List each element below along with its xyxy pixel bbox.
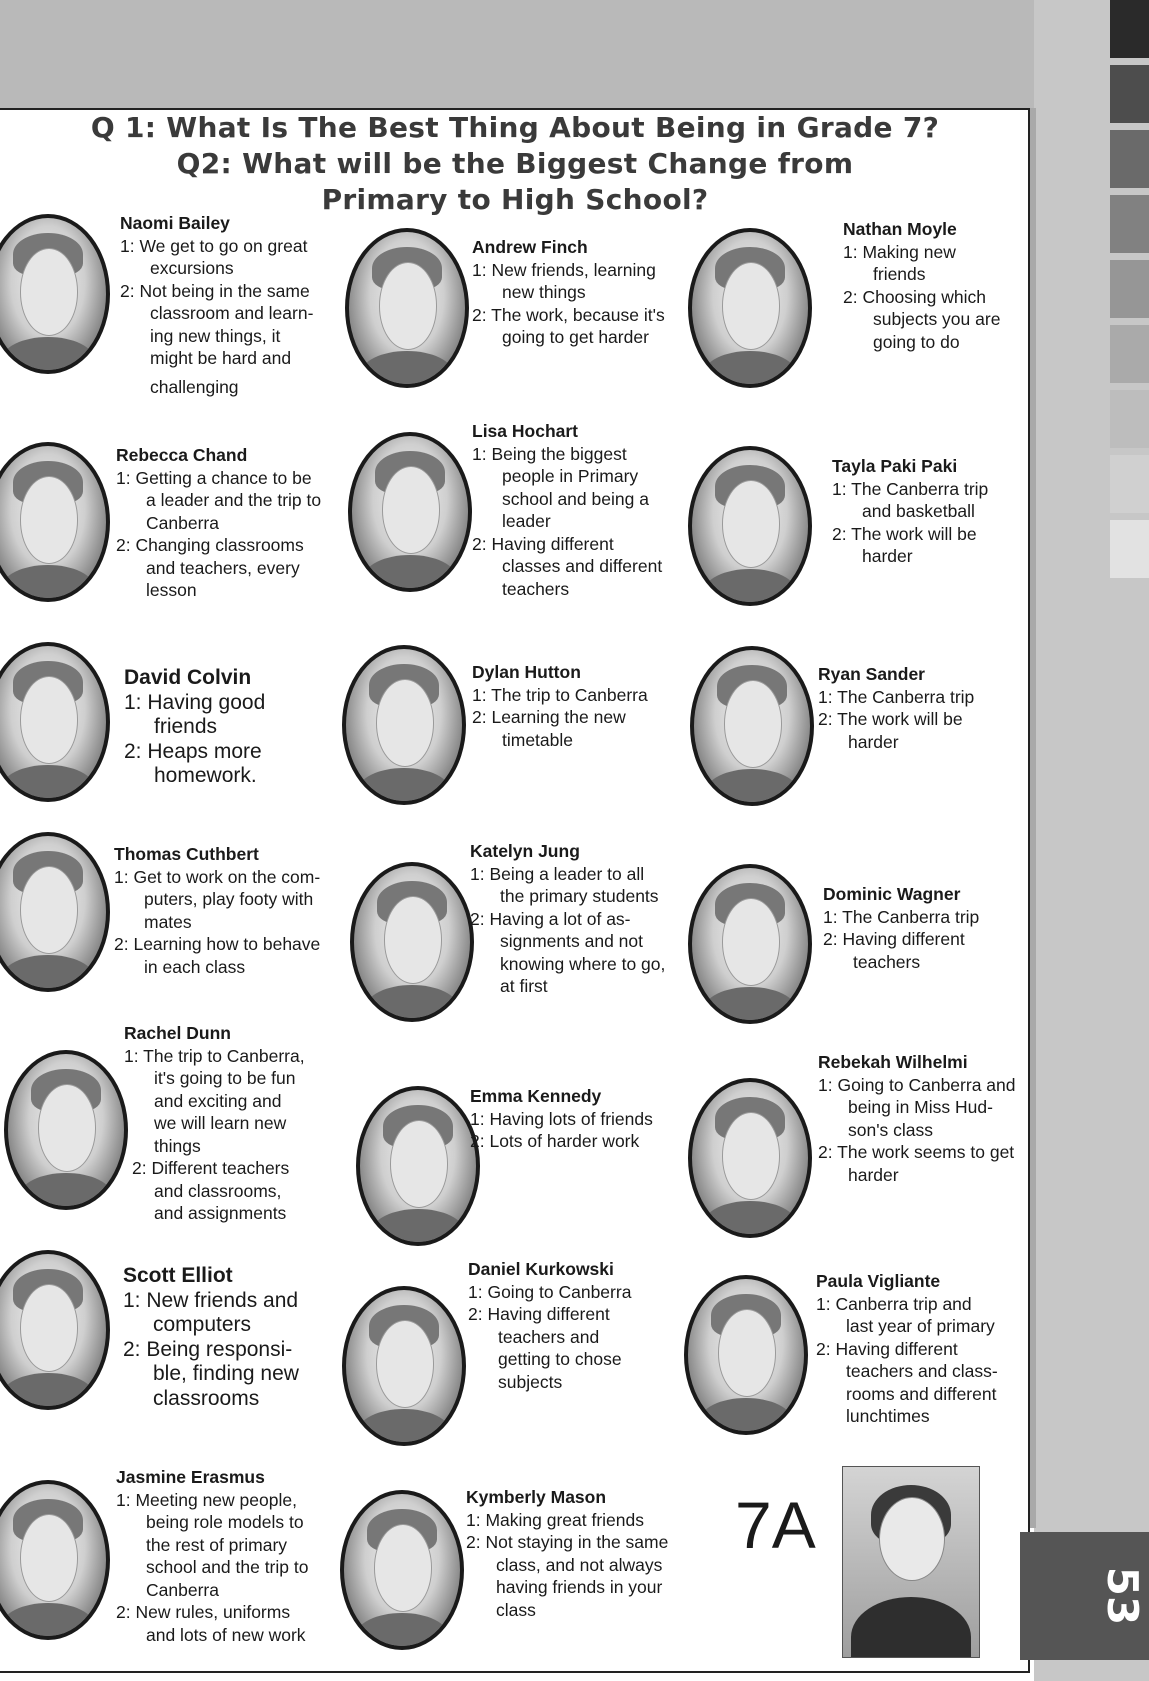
student-entry-lisa [472,420,662,600]
student-name: Lisa Hochart [472,421,578,441]
student-entry-jasmine [116,1466,308,1646]
answer-line: being in Miss Hud- [848,1097,993,1117]
student-name: Rebecca Chand [116,445,248,465]
answer-line: 1: Having good [124,690,266,714]
answer-line: 2: Having different [468,1304,610,1324]
answer-line: harder [862,546,913,566]
answer-line: 1: The Canberra trip [832,478,989,499]
answer-line: going to get harder [502,327,649,347]
answer-line: classrooms [153,1386,260,1410]
student-entry-rebekah [818,1051,1016,1186]
answer-line: 2: The work seems to get [818,1142,1015,1162]
answer-line: 2: Learning the new [472,707,626,727]
student-name: Tayla Paki Paki [832,456,958,476]
answer-line: ble, finding new [153,1362,299,1385]
student-name: Daniel Kurkowski [468,1259,614,1279]
answer-line: 1: Going to Canberra [468,1281,632,1302]
student-name: Rebekah Wilhelmi [818,1052,968,1072]
answer-line: 2: Lots of harder work [470,1131,640,1151]
answer-line: class [496,1599,536,1620]
answer-line: 2: The work will be [818,709,963,729]
answer-line: and exciting and [154,1090,282,1111]
student-photo-dominic [688,864,812,1024]
answer-line: timetable [502,729,574,750]
student-name: Thomas Cuthbert [114,844,259,864]
student-photo-lisa [348,432,472,592]
student-entry-dylan [472,661,648,751]
answer-line: Canberra [146,1579,219,1600]
answer-line: teachers [853,951,921,972]
answer-line: 2: Being responsi- [123,1337,293,1361]
page-number: 53 [1098,1566,1147,1626]
color-swatch-strip [1110,0,1149,610]
answer-line: 2: Learning how to behave [114,934,321,954]
answer-line: and assignments [154,1203,287,1223]
student-entry-dominic [823,883,979,973]
answer-line: lesson [146,580,197,600]
answer-line: 2: Changing classrooms [116,535,304,555]
answer-line: 1: Meeting new people, [116,1489,297,1510]
answer-line: having friends in your [496,1577,663,1597]
student-name: Ryan Sander [818,664,925,684]
answer-line: leader [502,511,551,531]
answer-line: son's class [848,1119,934,1140]
answer-line: classes and different [502,556,663,576]
answer-line: teachers and [498,1326,600,1347]
student-entry-david [124,666,265,789]
answer-line: 1: Making new [843,241,956,262]
student-name: Paula Vigliante [816,1271,941,1291]
answer-line: and classrooms, [154,1180,282,1201]
heading-line-2: Q2: What will be the Biggest Change from [176,147,854,180]
answer-line: the rest of primary [146,1534,288,1555]
student-photo-dylan [342,645,466,805]
answer-line: 1: Getting a chance to be [116,467,312,488]
answer-line: 2: Not being in the same [120,280,310,301]
answer-line: 2: Having different [472,533,614,554]
answer-line: going to do [873,331,960,352]
answer-line: 2: Having a lot of as- [470,908,631,929]
student-entry-naomi [120,212,313,398]
answer-line: school and being a [502,488,649,509]
answer-line: 1: The trip to Canberra, [124,1045,305,1066]
student-entry-andrew [472,236,665,349]
student-photo-rebekah [688,1078,812,1238]
page-heading [0,110,1030,218]
answer-line: signments and not [500,931,644,951]
answer-line: harder [848,1164,899,1185]
student-entry-paula [816,1270,998,1428]
answer-line: 2: The work, because it's [472,304,665,325]
answer-line: people in Primary [502,466,639,486]
answer-line: Canberra [146,512,219,533]
heading-line-3: Primary to High School? [321,183,709,216]
answer-line: subjects [498,1371,563,1392]
class-label: 7A [735,1488,816,1562]
answer-line: harder [848,731,899,752]
student-entry-rachel [124,1022,305,1225]
answer-line: puters, play footy with [144,889,314,909]
student-photo-tayla [688,446,812,606]
student-entry-kymberly [466,1486,668,1621]
answer-line: mates [144,911,192,932]
student-entry-katelyn [470,840,665,998]
student-name: Kymberly Mason [466,1487,607,1507]
student-entry-nathan [843,218,1000,353]
answer-line: a leader and the trip to [146,490,322,510]
answer-line: we will learn new [154,1113,287,1133]
student-name: David Colvin [124,666,252,689]
answer-line: teachers [502,578,570,599]
answer-line: classroom and learn- [150,303,314,323]
answer-line: new things [502,282,586,302]
answer-line: 2: Not staying in the same [466,1532,669,1552]
student-entry-emma [470,1085,653,1153]
student-entry-daniel [468,1258,631,1393]
answer-line: knowing where to go, [500,953,666,974]
answer-line: things [154,1135,201,1156]
answer-line: 1: New friends, learning [472,259,656,280]
answer-line: at first [500,976,548,996]
student-photo-daniel [342,1286,466,1446]
answer-line: 1: Making great friends [466,1509,645,1530]
answer-line: 2: New rules, uniforms [116,1602,291,1622]
teacher-photo [842,1466,980,1658]
heading-line-1: Q 1: What Is The Best Thing About Being in Grade 7? [90,111,940,144]
student-name: Emma Kennedy [470,1086,602,1106]
student-photo-kymberly [340,1490,464,1650]
student-photo-andrew [345,228,469,388]
answer-line: friends [873,264,926,284]
student-entry-tayla [832,455,988,568]
answer-line: and teachers, every [146,557,300,578]
answer-line: 2: Choosing which [843,286,986,307]
answer-line: lunchtimes [846,1406,930,1426]
student-entry-thomas [114,843,320,978]
student-photo-paula [684,1275,808,1435]
answer-line: 1: The Canberra trip [823,906,980,927]
student-name: Rachel Dunn [124,1023,231,1043]
answer-line: 1: Canberra trip and [816,1293,972,1314]
answer-line: friends [154,715,218,738]
student-name: Naomi Bailey [120,213,230,233]
student-name: Dominic Wagner [823,884,961,904]
answer-line: homework. [154,764,257,787]
answer-line: in each class [144,956,246,977]
answer-line: ing new things, it [150,325,281,346]
student-photo-katelyn [350,862,474,1022]
student-name: Dylan Hutton [472,662,581,682]
answer-line: the primary students [500,886,659,906]
student-photo-emma [356,1086,480,1246]
answer-line: 1: The Canberra trip [818,686,975,707]
answer-line: might be hard and [150,348,292,368]
answer-line: last year of primary [846,1316,995,1336]
student-name: Katelyn Jung [470,841,580,861]
answer-line: subjects you are [873,309,1001,329]
top-grey-band [0,0,1149,108]
answer-line: computers [153,1313,252,1336]
answer-line: 1: Going to Canberra and [818,1074,1016,1095]
answer-line: excursions [150,258,234,278]
student-entry-rebecca [116,444,321,602]
answer-line: 2: Heaps more [124,739,262,763]
answer-line: 1: New friends and [123,1288,299,1312]
answer-line: school and the trip to [146,1557,309,1577]
answer-line: 1: We get to go on great [120,235,308,256]
student-name: Scott Elliot [123,1264,233,1287]
student-photo-ryan [690,646,814,806]
student-name: Nathan Moyle [843,219,957,239]
answer-line: and lots of new work [146,1624,306,1645]
answer-line: 2: Having different [816,1338,958,1359]
answer-line: 1: Get to work on the com- [114,866,321,887]
answer-line: teachers and class- [846,1361,998,1381]
answer-line: 1: Being the biggest [472,443,627,464]
answer-line: getting to chose [498,1349,622,1369]
answer-line: rooms and different [846,1383,997,1404]
answer-line: it's going to be fun [154,1068,296,1088]
student-entry-ryan [818,663,974,753]
student-name: Andrew Finch [472,237,588,257]
student-photo-rachel [4,1050,128,1210]
answer-line: 1: The trip to Canberra [472,684,648,705]
answer-line: 2: Different teachers [132,1158,290,1178]
student-entry-scott [123,1264,299,1411]
answer-line: class, and not always [496,1554,663,1575]
answer-line: being role models to [146,1512,304,1532]
answer-line: 1: Being a leader to all [470,863,645,884]
student-photo-nathan [688,228,812,388]
answer-line: 2: The work will be [832,523,977,544]
answer-line: and basketball [862,501,975,521]
student-name: Jasmine Erasmus [116,1467,265,1487]
answer-line: 2: Having different [823,929,965,949]
answer-line: 1: Having lots of friends [470,1108,653,1129]
answer-line: challenging [150,376,239,397]
